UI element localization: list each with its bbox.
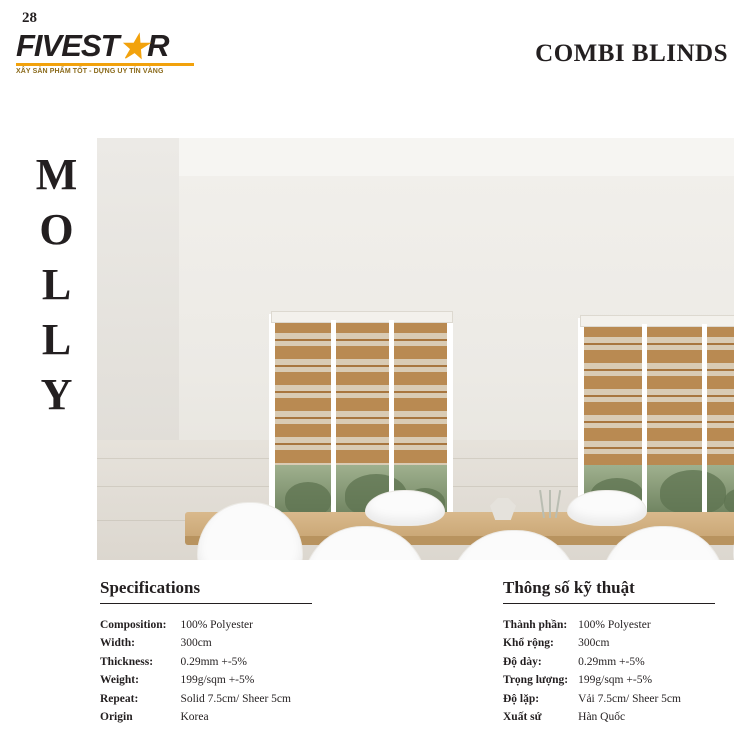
table-stems (537, 490, 567, 520)
spec-label: Origin (100, 711, 133, 724)
spec-value: Solid 7.5cm/ Sheer 5cm (180, 692, 291, 705)
table-row (503, 653, 681, 672)
spec-label: Weight: (100, 674, 139, 687)
spec-value: Korea (180, 711, 209, 724)
spec-value: 300cm (180, 637, 212, 650)
combi-blind-right (584, 324, 734, 465)
logo-text-star: ST (80, 28, 119, 63)
table-row (503, 709, 681, 728)
spec-label: Độ dày: (503, 655, 542, 668)
table-row (100, 653, 291, 672)
spec-label: Width: (100, 637, 135, 650)
spec-value: 300cm (578, 637, 610, 650)
table-row (100, 616, 291, 635)
logo-text-five: FIVE (16, 28, 81, 63)
specifications-title-en: Specifications (100, 578, 201, 597)
table-row (100, 690, 291, 709)
wall-left (97, 138, 179, 468)
specifications-table-en (100, 616, 291, 727)
spec-label: Khổ rộng: (503, 637, 554, 650)
spec-value: Vải 7.5cm/ Sheer 5cm (578, 692, 681, 705)
combi-blind-left (275, 320, 447, 465)
star-icon: ★ (118, 28, 148, 65)
table-row (503, 635, 681, 654)
spec-value: Hàn Quốc (578, 711, 626, 724)
spec-value: 199g/sqm +-5% (578, 674, 653, 687)
page-title: COMBI BLINDS (535, 40, 728, 67)
divider (503, 603, 715, 604)
specifications-table-vi (503, 616, 681, 727)
blind-headrail-left (271, 311, 453, 323)
spec-value: 100% Polyester (180, 618, 253, 631)
table-row (100, 635, 291, 654)
specifications-english (100, 578, 400, 727)
table-row (100, 709, 291, 728)
ceiling (97, 138, 734, 176)
specifications-vietnamese (503, 578, 750, 727)
spec-label: Độ lặp: (503, 692, 540, 705)
product-name-vertical: MOLLY (32, 150, 81, 425)
divider (100, 603, 312, 604)
spec-value: 100% Polyester (578, 618, 651, 631)
spec-label: Repeat: (100, 692, 139, 705)
logo-underline (16, 63, 194, 66)
spec-label: Xuất sứ (503, 711, 542, 724)
spec-value: 0.29mm +-5% (578, 655, 645, 668)
table-row (503, 616, 681, 635)
table-row (503, 690, 681, 709)
product-photo (97, 138, 734, 560)
window-right (584, 324, 734, 514)
spec-label: Composition: (100, 618, 167, 631)
spec-label: Trọng lượng: (503, 674, 569, 687)
window-left (275, 320, 447, 516)
spec-label: Thickness: (100, 655, 154, 668)
spec-label: Thành phần: (503, 618, 568, 631)
blind-headrail-right (580, 315, 734, 327)
brand-logo (16, 28, 206, 75)
spec-value: 199g/sqm +-5% (180, 674, 255, 687)
page-number: 28 (22, 10, 37, 26)
table-row (503, 672, 681, 691)
table-row (100, 672, 291, 691)
specifications-title-vi: Thông số kỹ thuật (503, 578, 635, 597)
logo-tagline: XÂY SẢN PHẨM TỐT - DỰNG UY TÍN VÀNG (16, 68, 164, 75)
spec-value: 0.29mm +-5% (180, 655, 247, 668)
logo-text-star-tail: R (147, 28, 169, 63)
